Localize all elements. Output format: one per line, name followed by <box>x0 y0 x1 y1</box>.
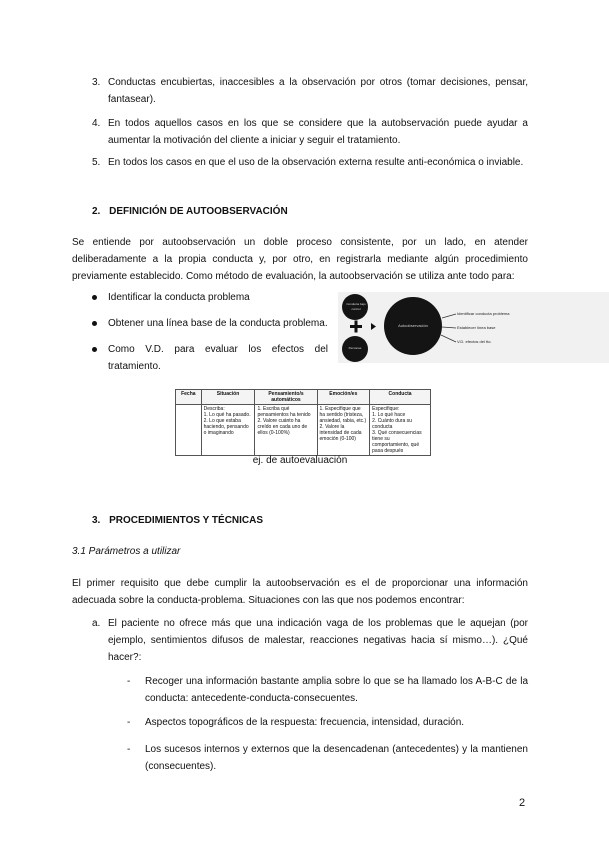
table-cell: 1. Escriba qué pensamientos ha tenido 2. Valore cuánto ha creído en cada uno de ellos (0-100%) <box>255 405 317 456</box>
section-3-paragraph: El primer requisito que debe cumplir la autoobservación es el de proporcionar una información adecuada sobre la conducta-problema. Situaciones con las que nos podemos encontrar: <box>72 578 528 606</box>
diagram-label-right: Establecer línea base <box>457 325 496 330</box>
table-row <box>176 405 431 456</box>
list-text: En todos aquellos casos en los que se considere que la autobservación puede ayudar a aumentar la motivación del cliente a iniciar y seguir el tratamiento. <box>108 118 528 146</box>
section-2-heading <box>92 203 288 220</box>
table-caption: ej. de autoevaluación <box>252 455 348 466</box>
item-text: El paciente no ofrece más que una indicación vaga de los problemas que le aquejan (por ejemplo, sentimientos difusos de malestar, reacciones negativas hacia sí mismo…). ¿Qué hacer?: <box>108 618 528 663</box>
table-header: Emoción/es <box>317 390 370 405</box>
dash-marker: - <box>127 676 131 687</box>
autoevaluation-table-image <box>175 389 431 454</box>
diagram-label-center: Autoobservación <box>398 323 428 328</box>
table-cell: Especifique: 1. Lo qué hace 2. Cuánto dura su conducta 3. Qué consecuencias tiene su comportamiento, qué pasa después <box>370 405 431 456</box>
table-header: Fecha <box>176 390 202 405</box>
list-number: 4. <box>92 118 101 129</box>
autoevaluation-table <box>175 389 431 456</box>
diagram-label-right: Identificar conducta problema <box>457 311 510 316</box>
bullet-text: Identificar la conducta problema <box>108 292 250 303</box>
table-header: Conducta <box>370 390 431 405</box>
section-title: PROCEDIMIENTOS Y TÉCNICAS <box>109 515 264 526</box>
diagram-label-bottom: Personas <box>348 346 362 350</box>
section-number: 2. <box>92 206 101 217</box>
item-marker: a. <box>92 618 101 629</box>
diagram-label-right: V.D. efectos del tto. <box>457 339 492 344</box>
bullet-icon <box>92 347 97 352</box>
table-header: Pensamiento/s automáticos <box>255 390 317 405</box>
table-cell <box>176 405 202 456</box>
list-text: En todos los casos en que el uso de la observación externa resulte anti-económica o inviable. <box>108 157 524 168</box>
list-number: 3. <box>92 77 101 88</box>
table-header-row <box>176 390 431 405</box>
bullet-text: Como V.D. para evaluar los efectos del tratamiento. <box>108 344 328 372</box>
section-title: DEFINICIÓN DE AUTOOBSERVACIÓN <box>109 206 288 217</box>
table-header: Situación <box>201 390 255 405</box>
autoobservation-diagram <box>338 292 609 363</box>
dash-marker: - <box>127 717 131 728</box>
list-number: 5. <box>92 157 101 168</box>
list-text: Conductas encubiertas, inaccesibles a la observación por otros (tomar decisiones, pensar, fantasear). <box>108 77 528 105</box>
bullet-icon <box>92 321 97 326</box>
bullet-icon <box>92 295 97 300</box>
dash-text: Los sucesos internos y externos que la desencadenan (antecedentes) y la mantienen (consecuentes). <box>145 744 528 772</box>
dash-marker: - <box>127 744 131 755</box>
section-2-paragraph: Se entiende por autoobservación un doble proceso consistente, por un lado, en atender deliberadamente a la propia conducta y, por otro, en registrarla mediante algún procedimiento previamente establecido. Como método de evaluación, la autoobservación se utiliza ante todo para: <box>72 237 528 282</box>
diagram-label-top: Conducta bajo control <box>346 302 366 311</box>
table-cell: Describa: 1. Lo qué ha pasado. 2. Lo que estaba haciendo, pensando o imaginando <box>201 405 255 456</box>
table-cell: 1. Especifique que ha sentido (tristeza, ansiedad, rabia, etc.) 2. Valore la intensidad de cada emoción (0-100) <box>317 405 370 456</box>
dash-text: Aspectos topográficos de la respuesta: frecuencia, intensidad, duración. <box>145 717 465 728</box>
section-3-heading <box>92 512 263 529</box>
bullet-text: Obtener una línea base de la conducta problema. <box>108 318 328 329</box>
subsection-heading: 3.1 Parámetros a utilizar <box>72 546 181 557</box>
dash-text: Recoger una información bastante amplia sobre lo que se ha llamado los A-B-C de la conducta: antecedente-conducta-consecuentes. <box>145 676 528 704</box>
section-number: 3. <box>92 515 101 526</box>
page-number: 2 <box>519 797 526 809</box>
